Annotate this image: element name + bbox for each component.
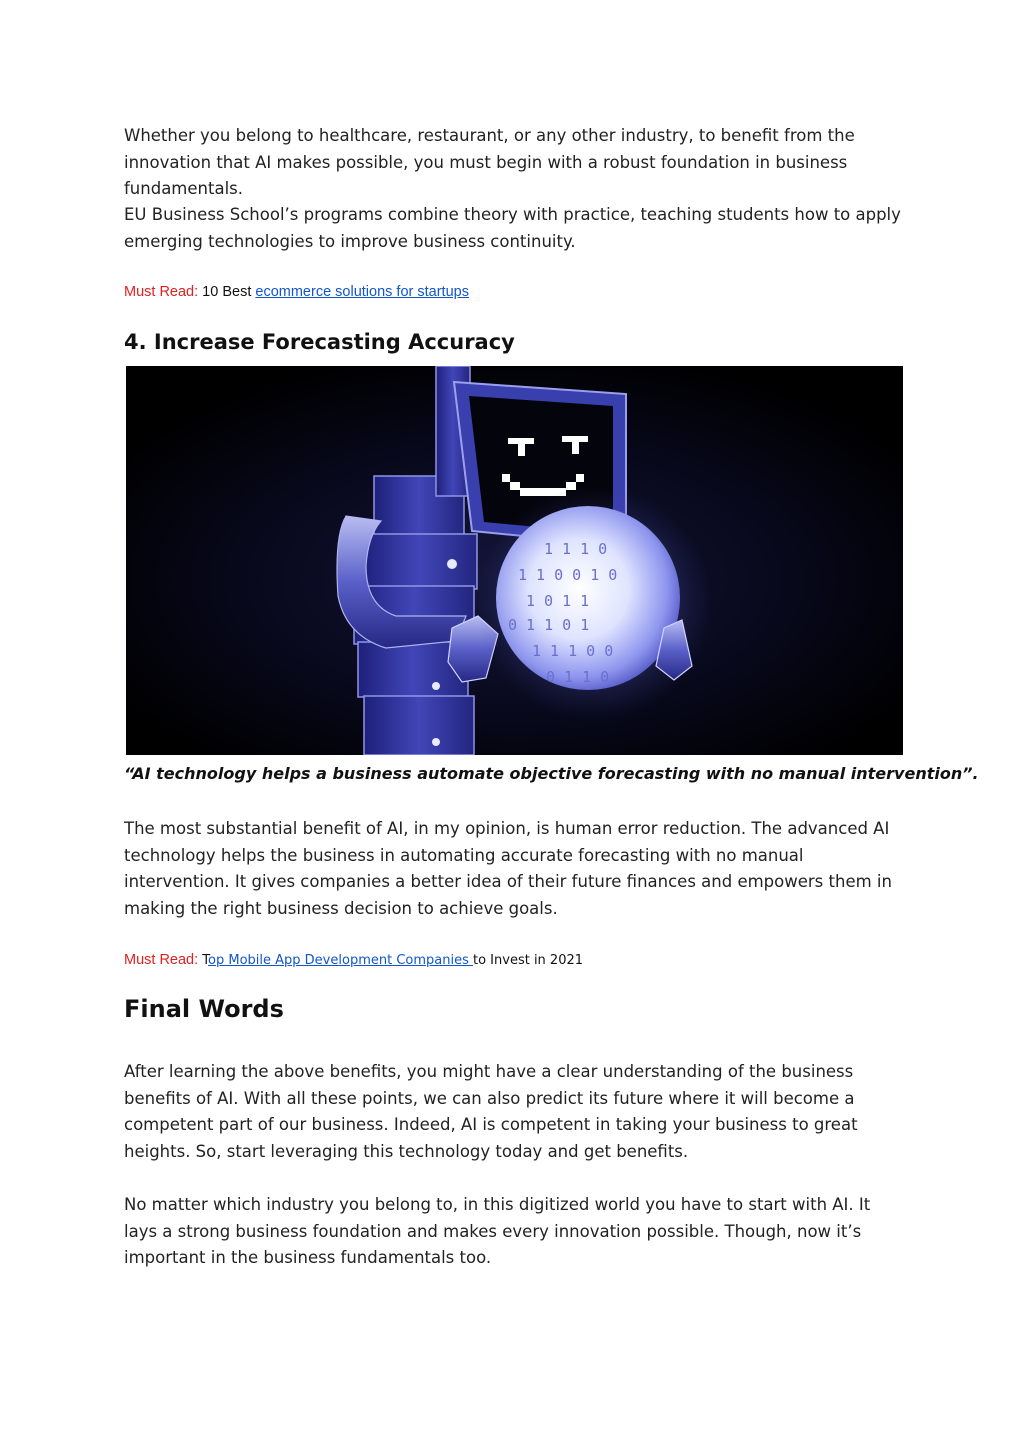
svg-text:1 1 0 0 1 0: 1 1 0 0 1 0: [518, 566, 618, 584]
must-read-suffix: to Invest in 2021: [473, 953, 584, 968]
ecommerce-solutions-link[interactable]: ecommerce solutions for startups: [255, 284, 469, 300]
must-read-prefix: T: [198, 953, 209, 968]
must-read-label: Must Read:: [124, 284, 199, 300]
svg-text:1 1 1 0 0: 1 1 1 0 0: [532, 642, 614, 660]
svg-text:0 1 1 0 1: 0 1 1 0 1: [508, 616, 590, 634]
paragraph-human-error: The most substantial benefit of AI, in my opinion, is human error reduction. The advanced AI technology helps the business in automating accurate forecasting with no manual intervention. It gives companies a better idea of their future finances and empowers them in making the right business decision to achieve goals.: [124, 819, 892, 918]
svg-text:1 0 1 1: 1 0 1 1: [526, 592, 590, 610]
mobile-app-companies-link[interactable]: op Mobile App Development Companies: [208, 953, 473, 968]
must-read-ecommerce: [124, 282, 469, 302]
must-read-label: Must Read:: [124, 952, 199, 968]
ai-robot-illustration: [126, 366, 903, 755]
paragraph-final-benefits: After learning the above benefits, you might have a clear understanding of the business benefits of AI. With all these points, we can also predict its future where it will become a competent part of our business. Indeed, AI is competent in taking your business to great heights. So, start leveraging this technology today and get benefits.: [124, 1062, 858, 1161]
paragraph-final-industry: No matter which industry you belong to, in this digitized world you have to start with AI. It lays a strong business foundation and makes every innovation possible. Though, now it’s important in the business fundamentals too.: [124, 1195, 871, 1267]
paragraph-intro: Whether you belong to healthcare, restaurant, or any other industry, to benefit from the innovation that AI makes possible, you must begin with a robust foundation in business fundamentals.: [124, 126, 855, 198]
section-heading-final-words: Final Words: [124, 995, 284, 1023]
svg-text:0 1 1 0: 0 1 1 0: [546, 668, 610, 686]
section-heading-forecasting: 4. Increase Forecasting Accuracy: [124, 330, 515, 354]
must-read-prefix: 10 Best: [198, 284, 256, 300]
must-read-mobile-app: [124, 950, 583, 971]
robot-holding-data-globe-image: [126, 366, 903, 755]
svg-text:1 1 1 0: 1 1 1 0: [544, 540, 608, 558]
image-caption: “AI technology helps a business automate objective forecasting with no manual intervention”.: [124, 764, 979, 783]
paragraph-eu-business-school: EU Business School’s programs combine theory with practice, teaching students how to apply emerging technologies to improve business continuity.: [124, 205, 901, 251]
